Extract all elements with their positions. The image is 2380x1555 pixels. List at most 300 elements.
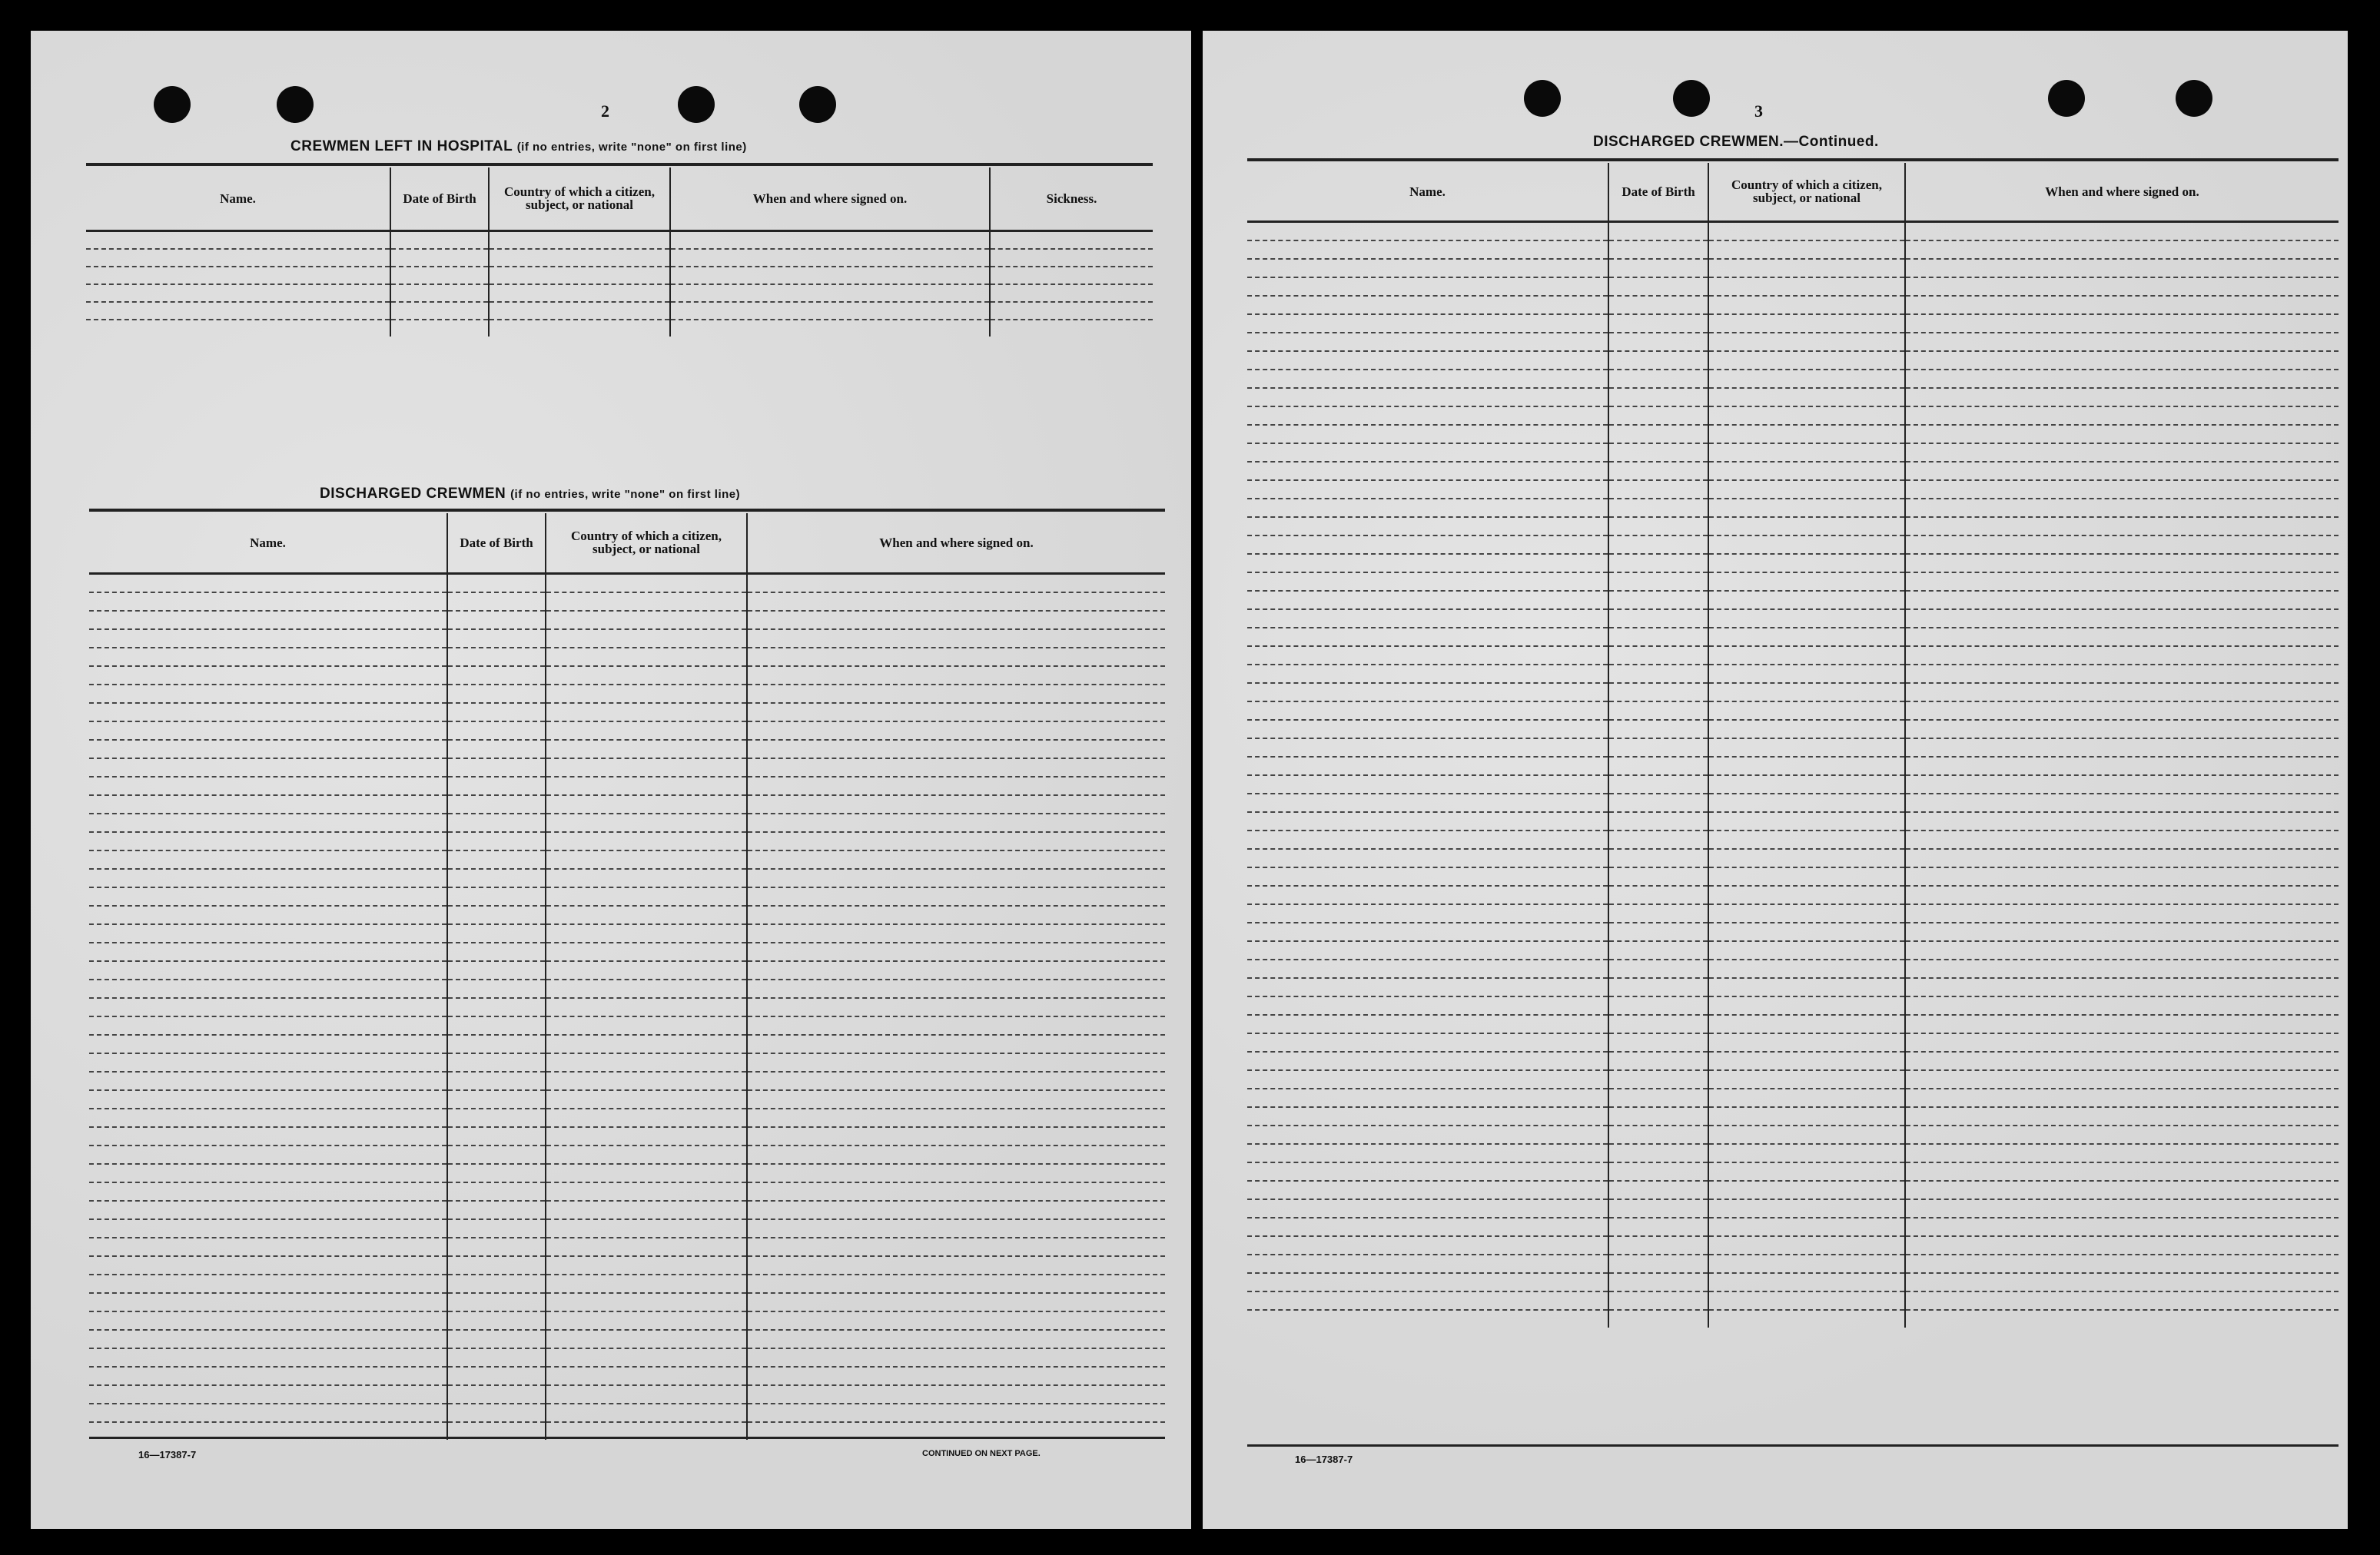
blank-cell (546, 1348, 747, 1367)
left-form-page (31, 31, 1191, 1529)
blank-cell (747, 629, 1165, 648)
blank-cell (1708, 609, 1905, 628)
blank-cell (89, 1072, 447, 1090)
blank-cell (747, 740, 1165, 758)
blank-cell (447, 758, 546, 777)
blank-entry-row (1247, 738, 2339, 757)
blank-cell (1608, 720, 1708, 738)
blank-entry-row (86, 249, 1153, 267)
blank-cell (747, 832, 1165, 850)
blank-cell (89, 998, 447, 1016)
blank-cell (1905, 1218, 2339, 1236)
blank-entry-row (89, 777, 1165, 795)
blank-cell (1708, 1310, 1905, 1328)
blank-entry-row (89, 869, 1165, 887)
blank-cell (1708, 794, 1905, 812)
blank-cell (86, 230, 390, 249)
blank-entry-row (1247, 296, 2339, 314)
blank-cell (1247, 1070, 1608, 1089)
blank-cell (1905, 370, 2339, 388)
blank-entry-row (89, 1311, 1165, 1330)
blank-cell (447, 832, 546, 850)
blank-cell (1905, 535, 2339, 554)
blank-cell (1905, 351, 2339, 370)
blank-cell (546, 1404, 747, 1422)
blank-cell (1247, 1126, 1608, 1144)
blank-entry-row (1247, 1181, 2339, 1199)
blank-cell (89, 980, 447, 998)
blank-cell (1708, 277, 1905, 296)
blank-cell (447, 1238, 546, 1256)
blank-cell (747, 869, 1165, 887)
blank-cell (1247, 1052, 1608, 1070)
blank-cell (1708, 960, 1905, 978)
blank-cell (1708, 572, 1905, 591)
blank-cell (1608, 370, 1708, 388)
blank-entry-row (1247, 277, 2339, 296)
blank-cell (89, 721, 447, 740)
blank-entry-row (89, 832, 1165, 850)
blank-entry-row (1247, 1291, 2339, 1310)
blank-cell (447, 906, 546, 924)
blank-cell (546, 1109, 747, 1127)
blank-cell (747, 573, 1165, 592)
blank-entry-row (1247, 960, 2339, 978)
blank-entry-row (89, 758, 1165, 777)
blank-cell (1247, 1107, 1608, 1126)
blank-cell (1247, 812, 1608, 831)
blank-entry-row (89, 795, 1165, 814)
blank-cell (990, 230, 1153, 249)
blank-cell (1608, 812, 1708, 831)
blank-cell (670, 230, 990, 249)
blank-cell (546, 685, 747, 703)
blank-cell (546, 1035, 747, 1053)
blank-cell (447, 592, 546, 611)
blank-cell (89, 666, 447, 685)
blank-cell (447, 814, 546, 832)
blank-cell (546, 666, 747, 685)
blank-cell (1608, 406, 1708, 425)
blank-cell (1905, 849, 2339, 867)
blank-entry-row (89, 1016, 1165, 1035)
blank-cell (1247, 867, 1608, 886)
blank-cell (546, 1275, 747, 1293)
blank-cell (447, 1219, 546, 1238)
blank-cell (747, 1404, 1165, 1422)
col-date-of-birth: Date of Birth (447, 513, 546, 573)
blank-cell (489, 267, 670, 284)
blank-cell (1608, 849, 1708, 867)
blank-cell (747, 1256, 1165, 1275)
blank-cell (546, 961, 747, 980)
blank-cell (1608, 554, 1708, 572)
blank-entry-row (89, 1146, 1165, 1164)
blank-cell (546, 1072, 747, 1090)
blank-cell (1708, 978, 1905, 996)
blank-cell (390, 267, 489, 284)
blank-cell (1708, 683, 1905, 701)
blank-cell (546, 777, 747, 795)
punch-hole (1673, 80, 1710, 117)
blank-cell (447, 1311, 546, 1330)
blank-cell (89, 611, 447, 629)
blank-cell (1905, 757, 2339, 775)
blank-cell (489, 284, 670, 302)
blank-cell (1247, 794, 1608, 812)
blank-entry-row (89, 1072, 1165, 1090)
blank-entry-row (1247, 1033, 2339, 1052)
blank-cell (89, 924, 447, 943)
blank-cell (546, 832, 747, 850)
blank-cell (1608, 1144, 1708, 1162)
blank-cell (1247, 351, 1608, 370)
blank-cell (447, 1404, 546, 1422)
blank-cell (670, 249, 990, 267)
blank-cell (1247, 591, 1608, 609)
blank-entry-row (1247, 1310, 2339, 1328)
blank-cell (1608, 480, 1708, 499)
blank-cell (447, 1348, 546, 1367)
blank-cell (1905, 812, 2339, 831)
blank-cell (1708, 554, 1905, 572)
blank-cell (1708, 757, 1905, 775)
blank-cell (447, 740, 546, 758)
blank-entry-row (1247, 535, 2339, 554)
blank-cell (546, 573, 747, 592)
form-number: 16—17387-7 (138, 1449, 197, 1461)
blank-cell (1608, 1199, 1708, 1218)
blank-cell (1608, 886, 1708, 904)
blank-cell (1608, 443, 1708, 462)
blank-cell (447, 1256, 546, 1275)
blank-cell (1608, 1218, 1708, 1236)
blank-entry-row (89, 648, 1165, 666)
blank-cell (747, 1275, 1165, 1293)
rule (86, 163, 1153, 166)
blank-cell (1905, 794, 2339, 812)
blank-cell (1905, 1015, 2339, 1033)
blank-cell (546, 980, 747, 998)
blank-cell (1247, 1273, 1608, 1291)
blank-cell (89, 648, 447, 666)
blank-cell (1608, 572, 1708, 591)
blank-cell (670, 284, 990, 302)
blank-cell (1905, 867, 2339, 886)
blank-cell (89, 1238, 447, 1256)
blank-entry-row (89, 1182, 1165, 1201)
blank-cell (1905, 591, 2339, 609)
blank-entry-row (1247, 240, 2339, 259)
blank-cell (1608, 794, 1708, 812)
blank-cell (1608, 1273, 1708, 1291)
blank-cell (546, 814, 747, 832)
blank-cell (747, 1219, 1165, 1238)
blank-cell (747, 777, 1165, 795)
blank-cell (89, 850, 447, 869)
blank-entry-row (1247, 406, 2339, 425)
blank-cell (1608, 296, 1708, 314)
blank-cell (1247, 904, 1608, 923)
blank-cell (747, 1201, 1165, 1219)
blank-cell (1905, 738, 2339, 757)
blank-cell (990, 249, 1153, 267)
blank-entry-row (89, 1293, 1165, 1311)
blank-cell (1905, 775, 2339, 794)
blank-cell (1247, 240, 1608, 259)
blank-cell (89, 961, 447, 980)
blank-cell (1905, 277, 2339, 296)
blank-cell (1708, 886, 1905, 904)
blank-cell (1247, 1255, 1608, 1273)
blank-entry-row (1247, 443, 2339, 462)
blank-entry-row (89, 1109, 1165, 1127)
blank-cell (546, 648, 747, 666)
blank-cell (1708, 1236, 1905, 1255)
blank-cell (89, 1182, 447, 1201)
blank-cell (1905, 1291, 2339, 1310)
blank-cell (1247, 499, 1608, 517)
blank-cell (670, 302, 990, 320)
blank-entry-row (89, 573, 1165, 592)
blank-cell (390, 230, 489, 249)
blank-cell (1608, 591, 1708, 609)
blank-entry-row (1247, 867, 2339, 886)
blank-entry-row (1247, 480, 2339, 499)
blank-cell (1608, 462, 1708, 480)
blank-cell (447, 1016, 546, 1035)
blank-cell (1608, 1015, 1708, 1033)
blank-cell (1247, 849, 1608, 867)
col-signed-on: When and where signed on. (670, 167, 990, 230)
blank-cell (1247, 221, 1608, 240)
blank-cell (1247, 517, 1608, 535)
blank-cell (1905, 1052, 2339, 1070)
blank-cell (1708, 406, 1905, 425)
blank-entry-row (1247, 757, 2339, 775)
blank-cell (1708, 1273, 1905, 1291)
blank-cell (1608, 351, 1708, 370)
blank-cell (747, 1109, 1165, 1127)
blank-cell (86, 302, 390, 320)
blank-cell (747, 758, 1165, 777)
blank-cell (1608, 1181, 1708, 1199)
blank-cell (1608, 1310, 1708, 1328)
blank-entry-row (89, 924, 1165, 943)
blank-cell (747, 721, 1165, 740)
blank-cell (747, 1311, 1165, 1330)
blank-cell (747, 850, 1165, 869)
blank-cell (1708, 1144, 1905, 1162)
blank-entry-row (89, 666, 1165, 685)
blank-cell (546, 887, 747, 906)
blank-entry-row (1247, 517, 2339, 535)
blank-entry-row (1247, 701, 2339, 720)
blank-entry-row (89, 998, 1165, 1016)
blank-cell (546, 611, 747, 629)
blank-cell (447, 1367, 546, 1385)
blank-cell (447, 1275, 546, 1293)
blank-cell (1708, 720, 1905, 738)
blank-entry-row (1247, 499, 2339, 517)
blank-entry-row (1247, 720, 2339, 738)
blank-cell (1708, 259, 1905, 277)
blank-entry-row (1247, 351, 2339, 370)
blank-cell (1608, 757, 1708, 775)
blank-entry-row (1247, 1107, 2339, 1126)
blank-cell (1708, 628, 1905, 646)
col-country: Country of which a citizen, subject, or national (489, 167, 670, 230)
blank-entry-row (89, 685, 1165, 703)
blank-cell (1247, 535, 1608, 554)
blank-cell (89, 1016, 447, 1035)
blank-cell (1608, 738, 1708, 757)
blank-entry-row (1247, 591, 2339, 609)
blank-cell (89, 1219, 447, 1238)
blank-cell (546, 703, 747, 721)
blank-cell (89, 906, 447, 924)
blank-entry-row (89, 721, 1165, 740)
blank-cell (1247, 738, 1608, 757)
blank-cell (1708, 314, 1905, 333)
blank-entry-row (89, 592, 1165, 611)
blank-cell (1905, 1089, 2339, 1107)
blank-cell (89, 573, 447, 592)
blank-cell (489, 230, 670, 249)
blank-cell (89, 758, 447, 777)
blank-cell (447, 1330, 546, 1348)
blank-entry-row (89, 611, 1165, 629)
blank-cell (1247, 1033, 1608, 1052)
blank-cell (1905, 388, 2339, 406)
col-date-of-birth: Date of Birth (1608, 163, 1708, 221)
blank-cell (89, 795, 447, 814)
blank-entry-row (89, 1164, 1165, 1182)
blank-entry-row (86, 230, 1153, 249)
blank-cell (1247, 1015, 1608, 1033)
blank-cell (489, 249, 670, 267)
blank-cell (1708, 517, 1905, 535)
col-signed-on: When and where signed on. (1905, 163, 2339, 221)
blank-entry-row (1247, 1144, 2339, 1162)
blank-entry-row (86, 267, 1153, 284)
blank-entry-row (89, 1348, 1165, 1367)
blank-cell (1247, 978, 1608, 996)
blank-entry-row (1247, 388, 2339, 406)
blank-cell (546, 1330, 747, 1348)
blank-cell (546, 906, 747, 924)
blank-cell (1608, 535, 1708, 554)
punch-hole (1524, 80, 1561, 117)
blank-cell (1247, 406, 1608, 425)
blank-cell (546, 1311, 747, 1330)
blank-cell (1247, 996, 1608, 1015)
blank-cell (747, 703, 1165, 721)
blank-cell (447, 980, 546, 998)
blank-cell (1247, 370, 1608, 388)
blank-cell (1708, 775, 1905, 794)
blank-cell (1247, 775, 1608, 794)
blank-cell (747, 666, 1165, 685)
blank-entry-row (1247, 259, 2339, 277)
blank-cell (89, 1164, 447, 1182)
blank-cell (89, 814, 447, 832)
blank-cell (546, 1367, 747, 1385)
blank-cell (1247, 1199, 1608, 1218)
blank-cell (1708, 535, 1905, 554)
blank-entry-row (1247, 1089, 2339, 1107)
blank-cell (1608, 1236, 1708, 1255)
blank-cell (747, 1182, 1165, 1201)
blank-cell (86, 267, 390, 284)
blank-cell (1708, 812, 1905, 831)
punch-hole (277, 86, 314, 123)
blank-cell (1608, 665, 1708, 683)
blank-cell (747, 1330, 1165, 1348)
blank-cell (1247, 683, 1608, 701)
blank-cell (447, 629, 546, 648)
blank-cell (1708, 1162, 1905, 1181)
blank-cell (1905, 1033, 2339, 1052)
blank-cell (1708, 665, 1905, 683)
blank-cell (1708, 1181, 1905, 1199)
blank-cell (1608, 1291, 1708, 1310)
blank-cell (1608, 904, 1708, 923)
blank-cell (747, 906, 1165, 924)
blank-entry-row (1247, 665, 2339, 683)
blank-cell (990, 302, 1153, 320)
blank-entry-row (89, 850, 1165, 869)
blank-cell (546, 1293, 747, 1311)
blank-entry-row (1247, 370, 2339, 388)
blank-cell (1247, 1144, 1608, 1162)
blank-cell (546, 1182, 747, 1201)
blank-cell (546, 629, 747, 648)
discharged-continued-title: DISCHARGED CREWMEN.—Continued. (1593, 134, 1879, 150)
blank-cell (1708, 425, 1905, 443)
blank-cell (1608, 388, 1708, 406)
blank-cell (1247, 1089, 1608, 1107)
blank-cell (1608, 701, 1708, 720)
blank-cell (89, 943, 447, 961)
blank-cell (1905, 1162, 2339, 1181)
blank-cell (1905, 923, 2339, 941)
blank-cell (447, 648, 546, 666)
blank-cell (1247, 886, 1608, 904)
blank-entry-row (1247, 333, 2339, 351)
blank-cell (1608, 646, 1708, 665)
blank-cell (1608, 923, 1708, 941)
blank-cell (89, 1348, 447, 1367)
blank-cell (1247, 572, 1608, 591)
blank-cell (1905, 443, 2339, 462)
col-name: Name. (89, 513, 447, 573)
blank-cell (990, 320, 1153, 337)
blank-cell (1247, 923, 1608, 941)
blank-cell (447, 924, 546, 943)
blank-cell (546, 740, 747, 758)
hospital-section-title: CREWMEN LEFT IN HOSPITAL (if no entries, write "none" on first line) (290, 138, 747, 154)
blank-cell (1905, 960, 2339, 978)
page-number: 3 (1754, 101, 1763, 121)
blank-entry-row (89, 961, 1165, 980)
rule (1247, 1444, 2339, 1447)
blank-cell (1247, 1218, 1608, 1236)
blank-cell (546, 592, 747, 611)
blank-entry-row (1247, 1162, 2339, 1181)
blank-entry-row (1247, 554, 2339, 572)
blank-cell (546, 869, 747, 887)
